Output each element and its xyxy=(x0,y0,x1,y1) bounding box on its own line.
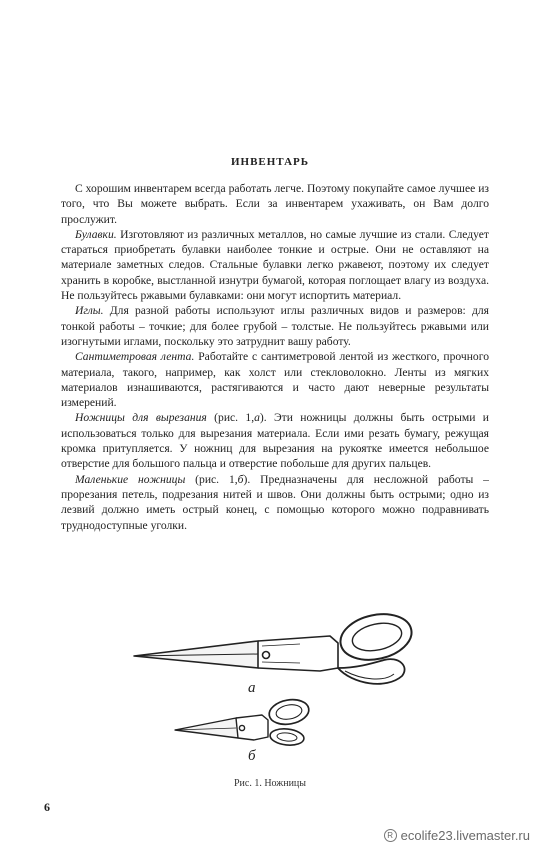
pins-text: Изготовляют из различных металлов, но самые лучшие из стали. Следует стараться приобретать булавки наиболее тонкие и острые. Они не оставляют на материале заметных следов. Стальные булавки легко ржавеют, поэтому их следует хранить в коробке, выстланной изнутри бумагой, которая поглощает влагу из воздуха. Не пользуйтесь ржавыми булавками: они могут испортить материал. xyxy=(61,227,489,303)
figure-label-a: а xyxy=(248,680,256,696)
small-scissors-icon xyxy=(175,697,311,747)
page-number: 6 xyxy=(44,800,50,814)
scissors-ref-letter: а xyxy=(254,411,260,425)
term-tape: Сантиметровая лента. xyxy=(75,350,195,364)
needles-text: Для разной работы используют иглы различных видов и размеров: для тонкой работы – точкие; для более грубой – толстые. Не пользуйтесь ржавыми или изогнутыми иглами, поскольку это затруднит вашу работу. xyxy=(61,304,489,348)
small-scissors-ref-letter: б xyxy=(237,472,244,486)
large-scissors-icon xyxy=(134,608,416,684)
scissors-text: ). Эти ножницы должны быть острыми и использоваться только для вырезания материала. Если ими резать бумагу, режущая кромка притупляется. У ножниц для вырезания на рукоятке имеется небольшое отверстие для большого пальца и отверстие побольше для других пальцев. xyxy=(61,411,489,471)
small-scissors-text: ). Предназначены для несложной работы – прорезания петель, подрезания нитей и швов. Они должны быть острыми; одно из лезвий должно иметь острый конец, с помощью которого можно подравнивать труднодоступные уголки. xyxy=(61,472,489,532)
term-pins: Булавки. xyxy=(75,227,117,241)
figure-label-b: б xyxy=(248,748,256,764)
section-title: ИНВЕНТАРЬ xyxy=(230,156,310,168)
small-scissors-ref: (рис. 1, xyxy=(185,472,238,486)
watermark-text: ecolife23.livemaster.ru xyxy=(400,828,530,843)
scissors-ref: (рис. 1, xyxy=(206,411,255,425)
intro-text: С хорошим инвентарем всегда работать легче. Поэтому покупайте самое лучшее из того, что Вы можете выбрать. Если за инвентарем ухаживать, он Вам долго прослужит. xyxy=(61,182,489,226)
term-needles: Иглы. xyxy=(75,304,104,318)
registered-icon: R xyxy=(384,829,397,842)
figure-caption: Рис. 1. Ножницы xyxy=(233,778,306,789)
term-small-scissors: Маленькие ножницы xyxy=(75,472,186,486)
watermark xyxy=(384,828,530,843)
tape-text: Работайте с сантиметровой лентой из жесткого, прочного материала, такого, например, как холст или стекловолокно. Ленты из мягких материалов изнашиваются, растягиваются и часто дают неверные результаты измерений. xyxy=(61,350,489,410)
term-scissors: Ножницы для вырезания xyxy=(75,411,207,425)
